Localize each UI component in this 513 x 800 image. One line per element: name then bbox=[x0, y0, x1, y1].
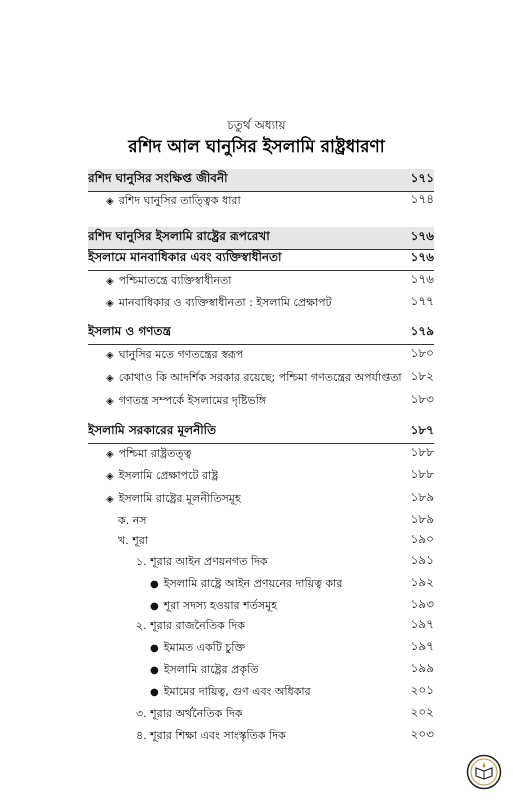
toc-entry bbox=[88, 681, 434, 703]
toc-entry-label bbox=[88, 683, 311, 702]
toc-entry-page: ১৮৯ bbox=[410, 512, 434, 526]
toc-entry-page: ১৯৯ bbox=[410, 661, 434, 675]
toc-entry-text: ৩. শূরার অর্থনৈতিক দিক bbox=[136, 706, 243, 720]
diamond-bullet-icon: ◈ bbox=[106, 448, 114, 460]
toc-entry-page: ১৭৬ bbox=[410, 250, 434, 264]
toc-entry-label bbox=[88, 512, 147, 531]
toc-entry-label bbox=[88, 597, 277, 616]
diamond-bullet-icon: ◈ bbox=[106, 395, 114, 407]
toc-entry bbox=[88, 465, 434, 487]
dot-bullet-icon: ● bbox=[150, 664, 159, 676]
toc-entry bbox=[88, 703, 434, 725]
toc-entry bbox=[88, 169, 434, 192]
toc-entry bbox=[88, 637, 434, 659]
toc-entry-text: ইসলামি রাষ্ট্রের মূলনীতিসমূহ bbox=[118, 491, 241, 505]
toc-entry-page: ২০২ bbox=[410, 705, 434, 719]
toc-entry bbox=[88, 270, 434, 292]
dot-bullet-icon: ● bbox=[150, 686, 159, 698]
toc-entry-page: ১৭৬ bbox=[410, 272, 434, 286]
toc-entry bbox=[88, 488, 434, 510]
toc-entry-label bbox=[88, 369, 402, 388]
toc-entry-label bbox=[88, 294, 332, 313]
publisher-logo-icon bbox=[466, 754, 502, 790]
toc-entry bbox=[88, 615, 434, 637]
toc-entry-label bbox=[88, 228, 270, 248]
toc-entry bbox=[88, 190, 434, 212]
toc-entry-label bbox=[88, 705, 243, 724]
toc-entry-label bbox=[88, 617, 245, 636]
toc-entry bbox=[88, 551, 434, 573]
diamond-bullet-icon: ◈ bbox=[106, 297, 114, 309]
toc-entry-text: ইসলামি রাষ্ট্রের প্রকৃতি bbox=[163, 662, 259, 676]
toc-entry-page: ১৮২ bbox=[410, 369, 434, 383]
toc-entry-page: ১৯৭ bbox=[410, 639, 434, 653]
toc-entry-text: ইমামত একটি চুক্তি bbox=[163, 640, 246, 654]
toc-entry-text: শূরা সদস্য হওয়ার শর্তসমূহ bbox=[163, 598, 277, 612]
toc-entry-page: ১৭৪ bbox=[410, 192, 434, 206]
toc-entry-label bbox=[88, 445, 191, 464]
toc-entry bbox=[88, 248, 434, 271]
toc-entry-text: ইসলামি রাষ্ট্রে আইন প্রণয়নের দায়িত্ব কার bbox=[163, 576, 343, 590]
toc-entry-text: পশ্চিমাতন্ত্রে ব্যক্তিস্বাধীনতা bbox=[118, 273, 232, 287]
toc-entry-label bbox=[88, 392, 266, 411]
toc-entry-page: ১৮৭ bbox=[410, 423, 434, 437]
toc-entry-label bbox=[88, 727, 286, 746]
toc-entry-label bbox=[88, 575, 342, 594]
toc-entry-text: রশিদ ঘানুসির সংক্ষিপ্ত জীবনী bbox=[88, 171, 228, 185]
toc-entry-page: ১৯২ bbox=[410, 575, 434, 589]
toc-entry-label bbox=[88, 272, 232, 291]
dot-bullet-icon: ● bbox=[150, 600, 159, 612]
toc-entry bbox=[88, 227, 434, 250]
toc-entry-page: ১৭৯ bbox=[410, 324, 434, 338]
toc-entry bbox=[88, 510, 434, 532]
toc-entry-page: ১৯৭ bbox=[410, 617, 434, 631]
toc-entry-page: ১৭১ bbox=[410, 171, 434, 185]
toc-entry-page: ১৭৭ bbox=[410, 294, 434, 308]
toc-entry bbox=[88, 659, 434, 681]
toc-entry-text: ইসলামি প্রেক্ষাপটে রাষ্ট্র bbox=[118, 468, 219, 482]
toc-entry bbox=[88, 390, 434, 412]
toc-entry bbox=[88, 573, 434, 595]
toc-entry-label bbox=[88, 346, 243, 365]
toc-entry-text: মানবাধিকার ও ব্যক্তিস্বাধীনতা : ইসলামি প্রেক্ষাপট bbox=[118, 295, 332, 309]
toc-entry-page: ২০৩ bbox=[410, 727, 434, 741]
diamond-bullet-icon: ◈ bbox=[106, 195, 114, 207]
toc-entry-label bbox=[88, 532, 148, 551]
dot-bullet-icon: ● bbox=[150, 642, 159, 654]
toc-entry-text: রশিদ ঘানুসির ইসলামি রাষ্ট্রের রূপরেখা bbox=[88, 229, 270, 243]
toc-entry-page: ১৮৯ bbox=[410, 490, 434, 504]
toc-entry-text: ২. শূরার রাজনৈতিক দিক bbox=[136, 618, 245, 632]
toc-entry bbox=[88, 725, 434, 747]
toc-entry-text: ১. শূরার আইন প্রণয়নগত দিক bbox=[136, 554, 268, 568]
toc-entry-label bbox=[88, 323, 171, 343]
toc-entry bbox=[88, 292, 434, 314]
chapter-label: চতুর্থ অধ্যায় bbox=[227, 118, 286, 132]
toc-entry-label bbox=[88, 661, 258, 680]
diamond-bullet-icon: ◈ bbox=[106, 493, 114, 505]
toc-entry bbox=[88, 322, 434, 345]
toc-entry-text: ক. নস bbox=[118, 513, 147, 527]
toc-entry bbox=[88, 443, 434, 465]
toc-entry-page: ২০১ bbox=[410, 683, 434, 697]
toc-entry-page: ১৭৬ bbox=[410, 229, 434, 243]
toc-entry bbox=[88, 344, 434, 366]
toc-entry-page: ১৯১ bbox=[410, 553, 434, 567]
toc-entry-label bbox=[88, 192, 241, 211]
toc-entry-label bbox=[88, 490, 241, 509]
toc-entry-text: ইসলাম ও গণতন্ত্র bbox=[88, 324, 171, 338]
toc-entry-text: কোথাও কি আদর্শিক সরকার রয়েছে; পশ্চিমা গণতন্ত্রের অপর্যাপ্ততা bbox=[118, 370, 402, 384]
toc-entry-text: পশ্চিমা রাষ্ট্রতত্ত্ব bbox=[118, 446, 192, 460]
toc-entry-page: ১৯০ bbox=[410, 532, 434, 546]
toc-entry-page: ১৮৩ bbox=[410, 392, 434, 406]
toc-entry-text: খ. শূরা bbox=[118, 533, 148, 547]
toc-entry-label bbox=[88, 553, 268, 572]
toc-entry-label bbox=[88, 639, 245, 658]
diamond-bullet-icon: ◈ bbox=[106, 470, 114, 482]
toc-entry bbox=[88, 367, 434, 389]
toc-entry-text: ইসলামে মানবাধিকার এবং ব্যক্তিস্বাধীনতা bbox=[88, 250, 282, 264]
toc-entry-page: ১৯৩ bbox=[410, 597, 434, 611]
toc-entry bbox=[88, 530, 434, 552]
dot-bullet-icon: ● bbox=[150, 578, 159, 590]
diamond-bullet-icon: ◈ bbox=[106, 275, 114, 287]
diamond-bullet-icon: ◈ bbox=[106, 372, 114, 384]
chapter-title: রশিদ আল ঘানুসির ইসলামি রাষ্ট্রধারণা bbox=[128, 137, 385, 157]
toc-entry-text: গণতন্ত্র সম্পর্কে ইসলামের দৃষ্টিভঙ্গি bbox=[118, 393, 267, 407]
toc-entry-text: ইমামের দায়িত্ব, গুণ এবং অধিকার bbox=[163, 684, 311, 698]
toc-entry-page: ১৮০ bbox=[410, 346, 434, 360]
diamond-bullet-icon: ◈ bbox=[106, 349, 114, 361]
toc-entry-text: ইসলামি সরকারের মূলনীতি bbox=[88, 423, 217, 437]
toc-entry-text: রশিদ ঘানুসির তাত্ত্বিক ধারা bbox=[118, 193, 241, 207]
toc-entry-label bbox=[88, 422, 216, 442]
toc-entry-text: ৪. শূরার শিক্ষা এবং সাংস্কৃতিক দিক bbox=[136, 728, 286, 742]
toc-entry bbox=[88, 595, 434, 617]
toc-entry-page: ১৮৮ bbox=[410, 445, 434, 459]
toc-entry bbox=[88, 421, 434, 444]
toc-entry-label bbox=[88, 249, 282, 269]
toc-entry-text: ঘানুসির মতে গণতন্ত্রের স্বরূপ bbox=[118, 347, 244, 361]
toc-entry-label bbox=[88, 467, 218, 486]
toc-entry-label bbox=[88, 170, 228, 190]
toc-entry-page: ১৮৮ bbox=[410, 467, 434, 481]
